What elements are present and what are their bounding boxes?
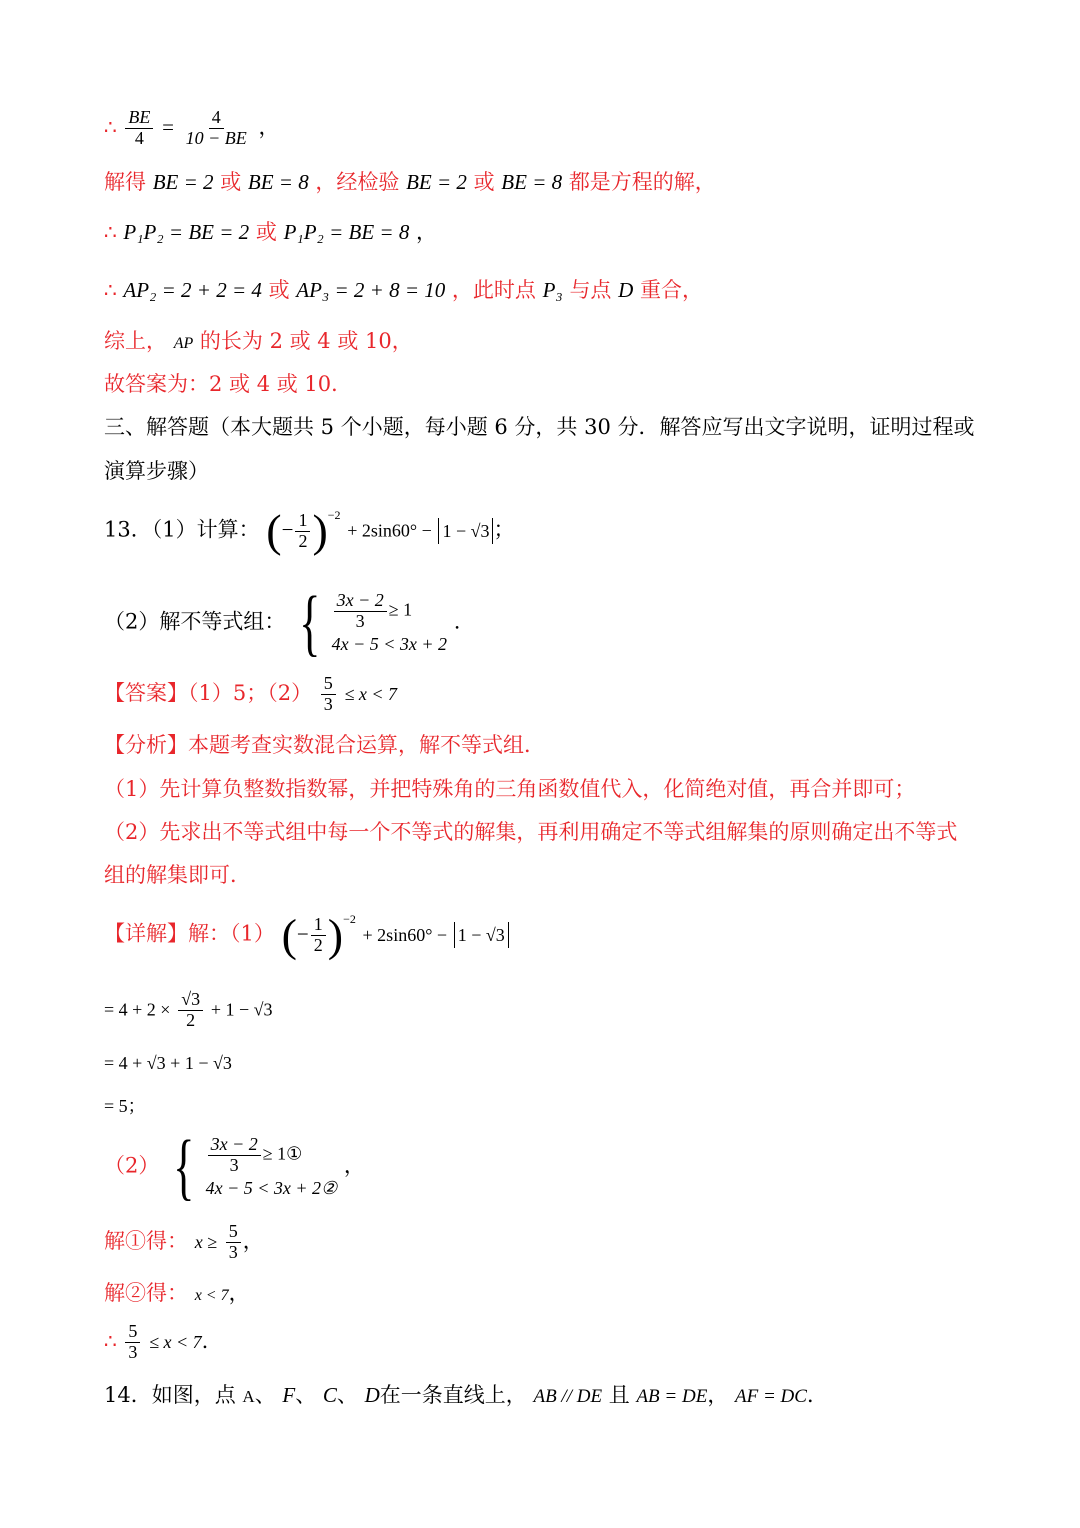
solution-line: 解得 BE = 2 或 BE = 8 ，经检验 BE = 2 或 BE = 8 都是方程的解， xyxy=(104,170,716,194)
answer-line: 故答案为：2 或 4 或 10． xyxy=(104,372,353,396)
detail-block: 【详解】解：（1） (− $\frac{1}{2}$ )$^{-2}$ + 2sin60° − 1 − √3 xyxy=(104,912,509,958)
fraction: $\frac{BE}{4}$ xyxy=(125,108,153,149)
final-solution: ∴ $\frac{5}{3}$ ≤ x < 7. xyxy=(104,1321,209,1362)
question-14: 14．如图，点 A、 F、 C、 D在一条直线上， AB // DE 且 AB = DE， AF = DC． xyxy=(104,1383,828,1407)
inequality-system: { $\frac{3x - 2}{3}$ ≥ 1 4x − 5 < 3x + 2 xyxy=(299,582,448,664)
analysis-step2: （2）先求出不等式组中每一个不等式的解集，再利用确定不等式组解集的原则确定出不等式 xyxy=(104,820,958,844)
solution-1: 解①得： x ≥ $\frac{5}{3}$ ， xyxy=(104,1221,264,1262)
step-2: = 4 + √3 + 1 − √3 xyxy=(104,1053,232,1073)
section-heading: 三、解答题（本大题共 5 个小题，每小题 6 分，共 30 分．解答应写出文字说明，证明过程或 xyxy=(104,415,975,439)
step-3: = 5； xyxy=(104,1096,146,1116)
question-13-part1: 13．（1）计算： (− $\frac{1}{2}$ )$^{-2}$ + 2sin60° − 1 − √3 ； xyxy=(104,505,515,556)
section-heading-cont: 演算步骤） xyxy=(104,459,209,483)
ap-line: ∴ AP₂ = 2 + 2 = 4 或 AP₃ = 2 + 8 = 10 ，此时点 P₃ 与点 D 重合， xyxy=(104,278,703,302)
answer-block: 【答案】（1）5；（2） $\frac{5}{3}$ ≤ x < 7 xyxy=(104,673,397,714)
step-1: = 4 + 2 × $\frac{√3}{2}$ + 1 − √3 xyxy=(104,989,273,1030)
analysis-step1: （1）先计算负整数指数幂，并把特殊角的三角函数值代入，化简绝对值，再合并即可； xyxy=(104,777,916,801)
analysis-block: 【分析】本题考查实数混合运算，解不等式组． xyxy=(104,733,545,757)
therefore-symbol: ∴ xyxy=(104,114,117,139)
fraction: $\frac{1}{2}$ xyxy=(295,511,310,552)
part2-system: （2） { $\frac{3x - 2}{3}$ ≥ 1① 4x − 5 < 3x + 2② ， xyxy=(104,1126,365,1208)
p1p2-line: ∴ P₁P₂ = BE = 2 或 P₁P₂ = BE = 8 ， xyxy=(104,220,438,244)
question-13-part2: （2）解不等式组： { $\frac{3x - 2}{3}$ ≥ 1 4x − 5 < 3x + 2 . xyxy=(104,582,461,664)
fraction: $\frac{4}{10 - BE}$ xyxy=(185,107,247,148)
summary-line: 综上， AP 的长为 2 或 4 或 10， xyxy=(104,329,413,353)
eq-ratio: ∴ $\frac{BE}{4}$ = $\frac{4}{10 - BE}$ ， xyxy=(104,107,280,148)
solution-2: 解②得： x < 7， xyxy=(104,1281,250,1305)
analysis-step2-cont: 组的解集即可． xyxy=(104,863,251,887)
